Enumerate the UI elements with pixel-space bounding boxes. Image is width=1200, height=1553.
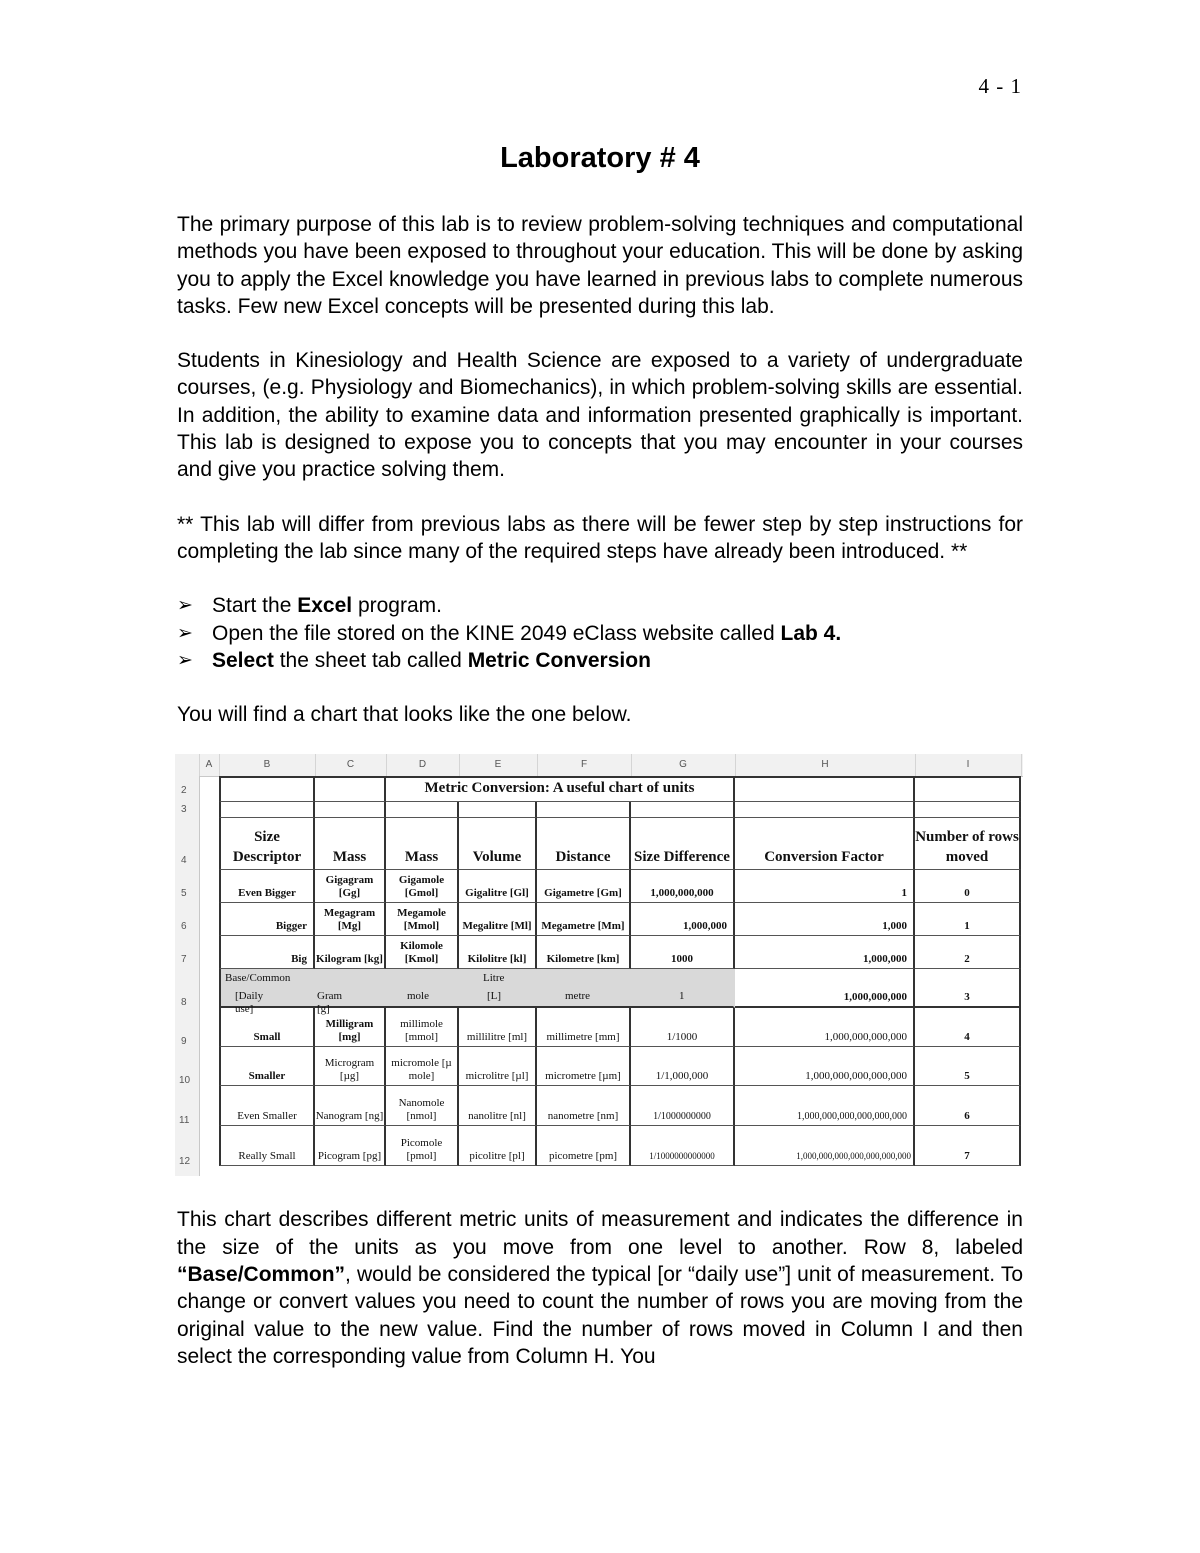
table-cell: 1	[735, 870, 915, 903]
arrow-bullet-icon: ➢	[177, 594, 193, 617]
table-cell: Gigagram [Gg]	[315, 870, 386, 903]
table-cell: nanometre [nm]	[537, 1086, 631, 1126]
table-cell: Nanogram [ng]	[315, 1086, 386, 1126]
header-size-difference: Size Difference	[631, 818, 735, 870]
table-cell: 1,000,000,000,000	[735, 1008, 915, 1047]
table-cell: Kilomole [Kmol]	[386, 936, 459, 969]
table-cell: 2	[915, 936, 1021, 969]
column-header: C	[315, 754, 387, 776]
list-item: ➢ Start the Excel program.	[177, 592, 1023, 619]
row-header: 3	[181, 804, 187, 816]
table-cell: Really Small	[219, 1126, 315, 1166]
row-header: 12	[179, 1156, 191, 1168]
table-cell: Megalitre [Ml]	[459, 903, 537, 936]
table-cell: 1,000,000	[735, 936, 915, 969]
table-cell: 1000	[631, 936, 735, 969]
column-header: F	[537, 754, 632, 776]
header-conversion-factor: Conversion Factor	[735, 818, 915, 870]
table-cell: Picomole [pmol]	[386, 1126, 459, 1166]
arrow-bullet-icon: ➢	[177, 621, 193, 644]
table-cell: Megagram [Mg]	[315, 903, 386, 936]
students-paragraph: Students in Kinesiology and Health Science are exposed to a variety of undergraduate courses, (e.g. Physiology and Biomechanics), in which problem-solving skills are essential. In addition, the ability to examine data and information presented graphically is important. This lab is designed to expose you to concepts that you may encounter in your courses and give you practice solving them.	[177, 349, 1023, 482]
table-cell: 1,000,000,000	[631, 870, 735, 903]
note-paragraph: ** This lab will differ from previous labs as there will be fewer step by step instructions for completing the lab since many of the required steps have already been introduced. **	[177, 512, 1023, 563]
column-header: I	[915, 754, 1022, 776]
header-volume: Volume	[459, 818, 537, 870]
table-cell: [L]	[487, 990, 502, 1003]
table-cell: Nanomole [nmol]	[386, 1086, 459, 1126]
table-cell: metre	[565, 990, 591, 1003]
document-body	[177, 142, 1023, 1397]
table-cell: 7	[915, 1126, 1021, 1166]
table-cell: 1,000	[735, 903, 915, 936]
closing-paragraph: This chart describes different metric units of measurement and indicates the difference in the size of the units as you move from one level to another. Row 8, labeled “Base/Common”, would be considered the typical [or “daily use”] unit of measurement. To change or convert values you need to count the number of rows you are moving from the original value to the new value. Find the number of rows moved in Column I and then select the corresponding value from Column H. You	[177, 1208, 1023, 1368]
column-header: A	[199, 754, 220, 776]
table-cell: picometre [pm]	[537, 1126, 631, 1166]
spreadsheet-screenshot	[175, 754, 1023, 1176]
chart-title: Metric Conversion: A useful chart of units	[386, 776, 735, 802]
header-distance: Distance	[537, 818, 631, 870]
row-header: 10	[179, 1075, 191, 1087]
table-cell: Gigalitre [Gl]	[459, 870, 537, 903]
page-title: Laboratory # 4	[500, 142, 700, 174]
table-cell: 1	[679, 990, 685, 1003]
table-cell: 1,000,000,000,000,000,000,000	[735, 1126, 915, 1166]
table-cell: 1/1000	[631, 1008, 735, 1047]
table-cell: Big	[219, 936, 315, 969]
table-cell: Even Smaller	[219, 1086, 315, 1126]
table-cell: Gram [g]	[317, 990, 343, 1016]
table-cell: millimetre [mm]	[537, 1008, 631, 1047]
list-item: ➢ Open the file stored on the KINE 2049 eClass website called Lab 4.	[177, 620, 1023, 647]
table-cell: [Daily use]	[235, 990, 264, 1016]
table-cell: Smaller	[219, 1047, 315, 1086]
column-header: E	[459, 754, 538, 776]
table-cell: Kilometre [km]	[537, 936, 631, 969]
table-cell: Bigger	[219, 903, 315, 936]
table-cell: 4	[915, 1008, 1021, 1047]
table-cell: Gigametre [Gm]	[537, 870, 631, 903]
table-cell: Microgram [µg]	[315, 1047, 386, 1086]
table-cell: 5	[915, 1047, 1021, 1086]
table-cell: 1/1000000000000	[631, 1126, 735, 1166]
table-cell: Kilolitre [kl]	[459, 936, 537, 969]
table-cell: Even Bigger	[219, 870, 315, 903]
row-header: 8	[181, 997, 187, 1009]
table-cell: 1,000,000,000,000,000	[735, 1047, 915, 1086]
row-header: 7	[181, 954, 187, 966]
table-cell: 1,000,000,000	[735, 969, 915, 1008]
table-cell: 1/1,000,000	[631, 1047, 735, 1086]
column-header: H	[735, 754, 916, 776]
table-cell: nanolitre [nl]	[459, 1086, 537, 1126]
table-cell: Litre	[483, 972, 505, 985]
table-cell: 1/1000000000	[631, 1086, 735, 1126]
table-cell: 3	[915, 969, 1021, 1008]
table-cell: 6	[915, 1086, 1021, 1126]
header-mass-mole: Mass	[386, 818, 459, 870]
column-header: D	[386, 754, 460, 776]
intro-paragraph: The primary purpose of this lab is to review problem-solving techniques and computational methods you have been exposed to throughout your education. This will be done by asking you to apply the Excel knowledge you have learned in previous labs to complete numerous tasks. Few new Excel concepts will be presented during this lab.	[177, 213, 1023, 318]
table-cell: Gigamole [Gmol]	[386, 870, 459, 903]
header-mass: Mass	[315, 818, 386, 870]
column-header: B	[219, 754, 316, 776]
table-cell: Megametre [Mm]	[537, 903, 631, 936]
header-size-descriptor: Size Descriptor	[219, 818, 315, 870]
table-cell: Kilogram [kg]	[315, 936, 386, 969]
table-cell: mole	[407, 990, 429, 1003]
arrow-bullet-icon: ➢	[177, 648, 193, 671]
base-common-row	[219, 969, 735, 1008]
table-cell: Small	[219, 1008, 315, 1047]
row-header: 4	[181, 855, 187, 867]
column-headers	[175, 754, 1023, 777]
table-cell: millilitre [ml]	[459, 1008, 537, 1047]
table-cell: micrometre [µm]	[537, 1047, 631, 1086]
row-header: 6	[181, 921, 187, 933]
chart-lead-text: You will find a chart that looks like the one below.	[177, 703, 632, 727]
table-cell: Picogram [pg]	[315, 1126, 386, 1166]
table-cell: 1,000,000,000,000,000,000	[735, 1086, 915, 1126]
table-cell: 1,000,000	[631, 903, 735, 936]
row-header: 11	[179, 1115, 190, 1127]
table-cell: picolitre [pl]	[459, 1126, 537, 1166]
row-header: 2	[181, 785, 187, 797]
row-header: 5	[181, 888, 187, 900]
instruction-list	[177, 592, 1023, 674]
column-header: G	[631, 754, 736, 776]
table-cell: micromole [µ mole]	[386, 1047, 459, 1086]
row-header: 9	[181, 1036, 187, 1048]
page-number: 4 - 1	[978, 74, 1022, 98]
header-rows-moved: Number of rows moved	[915, 818, 1021, 870]
table-cell: 0	[915, 870, 1021, 903]
table-cell: Megamole [Mmol]	[386, 903, 459, 936]
table-cell: microlitre [µl]	[459, 1047, 537, 1086]
table-cell: millimole [mmol]	[386, 1008, 459, 1047]
table-cell: 1	[915, 903, 1021, 936]
table-cell: Base/Common	[225, 972, 291, 985]
table-cell: Milligram [mg]	[315, 1008, 386, 1047]
list-item: ➢ Select the sheet tab called Metric Conversion	[177, 647, 1023, 674]
